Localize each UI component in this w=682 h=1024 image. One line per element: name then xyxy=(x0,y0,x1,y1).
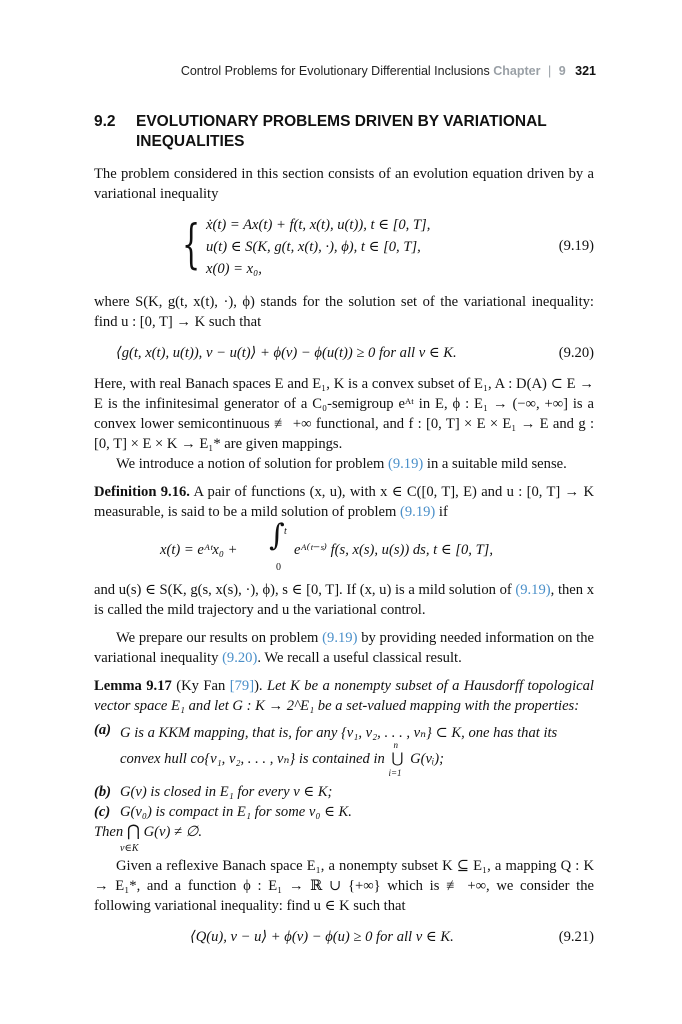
introduce-text-end: in a suitable mild sense. xyxy=(423,456,567,472)
prepare-text-3: . We recall a useful classical result. xyxy=(257,650,462,666)
item-text: G(v) is closed in E₁ for every v ∈ K; xyxy=(120,784,333,800)
union-tail: G(vᵢ); xyxy=(410,751,445,767)
equation-label-9-21: (9.21) xyxy=(558,929,594,945)
mild-after-text: and u(s) ∈ S(K, g(s, x(s), ·), ϕ), s ∈ [0, T]. If (x, u) is a mild solution of xyxy=(94,582,516,598)
equation-label-9-19: (9.19) xyxy=(558,238,594,254)
mild-lhs: x(t) = eᴬᵗx₀ + xyxy=(160,542,238,558)
lemma-statement: Let K be a nonempty subset of a Hausdorff topological vector space E₁ and let G : K → 2^E₁ be a set-valued mapping with the properties: xyxy=(94,678,594,714)
intro-paragraph: The problem considered in this section consists of an evolution equation driven by a variational inequality xyxy=(94,166,594,202)
vi-formula-9-20: ⟨g(t, x(t), u(t)), v − u(t)⟩ + ϕ(v) − ϕ(u(t)) ≥ 0 for all v ∈ K. xyxy=(116,345,457,361)
item-a-text: G is a KKM mapping, that is, for any {v₁, v₂, . . . , vₙ} ⊂ K, one has that its convex hull co{v₁, v₂, . . . , vₙ} is contained in xyxy=(120,725,558,767)
definition-text-end: if xyxy=(435,504,448,520)
lemma-item xyxy=(94,802,594,822)
equation-9-21 xyxy=(94,924,594,950)
given-paragraph: Given a reflexive Banach space E₁, a nonempty subset K ⊆ E₁, a mapping Q : K → E₁*, and a function ϕ : E₁ → ℝ ∪ {+∞} which is ≢ +∞, we consider the following variational inequality: find u ∈ K such that xyxy=(94,858,594,914)
union-lower: i=1 xyxy=(388,768,402,778)
left-brace: { xyxy=(182,215,201,275)
chapter-number: 9 xyxy=(558,64,566,78)
running-title: Control Problems for Evolutionary Differential Inclusions xyxy=(180,64,490,78)
introduce-text: We introduce a notion of solution for problem xyxy=(116,456,388,472)
intersection-lower: v∈K xyxy=(120,843,139,854)
lemma-title: Lemma 9.17 xyxy=(94,678,172,694)
vi-formula-9-21: ⟨Q(u), v − u⟩ + ϕ(v) − ϕ(u) ≥ 0 for all v ∈ K. xyxy=(190,929,454,945)
item-label: (c) xyxy=(94,804,111,820)
mild-after-paragraph xyxy=(94,580,594,620)
ref-9-19-link[interactable]: (9.19) xyxy=(400,504,436,520)
lemma-conditions xyxy=(94,720,594,822)
prepare-text-1: We prepare our results on problem xyxy=(116,630,323,646)
lemma-item xyxy=(94,782,594,802)
ref-9-19-link[interactable]: (9.19) xyxy=(322,630,358,646)
section-title: EVOLUTIONARY PROBLEMS DRIVEN BY VARIATIONAL INEQUALITIES xyxy=(136,113,547,150)
mild-rhs: eᴬ⁽ᵗ⁻ˢ⁾ f(s, x(s), u(s)) ds, t ∈ [0, T], xyxy=(294,542,494,558)
item-label: (b) xyxy=(94,784,112,800)
prepare-paragraph xyxy=(94,628,594,668)
where-paragraph: where S(K, g(t, x(t), ·), ϕ) stands for the solution set of the variational inequality: find u : [0, T] → K such that xyxy=(94,294,594,330)
integral-lower-limit: 0 xyxy=(276,562,281,573)
definition-text: A pair of functions (x, u), with x ∈ C([0, T], E) and u : [0, T] → K measurable, is said to be a mild solution of problem xyxy=(94,484,594,520)
equation-label-9-20: (9.20) xyxy=(558,345,594,361)
ref-9-20-link[interactable]: (9.20) xyxy=(222,650,258,666)
then-formula: G(v) ≠ ∅. xyxy=(143,824,203,840)
lemma-item xyxy=(94,720,594,778)
introduce-paragraph xyxy=(94,454,594,474)
then-text: Then xyxy=(94,824,124,840)
lemma-attribution: (Ky Fan xyxy=(171,678,230,694)
item-text: G(v₀) is compact in E₁ for some v₀ ∈ K. xyxy=(120,804,352,820)
item-label: (a) xyxy=(94,722,112,738)
definition-paragraph xyxy=(94,482,594,522)
equation-9-19 xyxy=(94,214,594,282)
eq-line-2: u(t) ∈ S(K, g(t, x(t), ·), ϕ), t ∈ [0, T], xyxy=(206,239,421,255)
lemma-conclusion xyxy=(94,822,594,856)
running-header xyxy=(181,64,596,78)
big-intersection-symbol: ⋂ xyxy=(126,823,140,840)
lemma-paragraph xyxy=(94,676,594,716)
prepare-text-2: by providing needed information on the variational inequality xyxy=(94,630,594,666)
section-heading xyxy=(94,112,594,152)
union-upper: n xyxy=(393,740,398,750)
ref-9-19-link[interactable]: (9.19) xyxy=(515,582,551,598)
ref-9-19-link[interactable]: (9.19) xyxy=(388,456,424,472)
definition-title: Definition 9.16. xyxy=(94,484,190,500)
ref-79-link[interactable]: [79] xyxy=(229,678,255,694)
eq-line-3: x(0) = x₀, xyxy=(206,261,262,277)
here-paragraph: Here, with real Banach spaces E and E₁, K is a convex subset of E₁, A : D(A) ⊂ E → E is the infinitesimal generator of a C₀-semigroup eᴬᵗ in E, ϕ : E₁ → (−∞, +∞] is a convex lower semicontinuous ≢ +∞ functional, and f : [0, T] × E × E₁ → E and g : [0, T] × E × K → E₁* are given mappings. xyxy=(94,376,594,452)
integral-upper-limit: t xyxy=(284,526,287,537)
section-number: 9.2 xyxy=(94,113,116,130)
equation-9-20 xyxy=(94,340,594,366)
integral-sign: ∫ xyxy=(269,518,285,553)
lemma-attribution-end: ). xyxy=(254,678,263,694)
header-separator: | xyxy=(547,64,552,78)
big-union-symbol: n ⋃ i=1 xyxy=(388,746,406,772)
item-text xyxy=(120,720,594,778)
chapter-label: Chapter xyxy=(493,64,541,78)
mild-after-text-end: , then x is called the mild trajectory and u the variational control. xyxy=(94,582,595,618)
eq-line-1: ẋ(t) = Ax(t) + f(t, x(t), u(t)), t ∈ [0, T], xyxy=(206,217,431,233)
main-content xyxy=(94,112,594,958)
mild-solution-formula xyxy=(94,518,594,576)
page-number: 321 xyxy=(575,64,596,78)
